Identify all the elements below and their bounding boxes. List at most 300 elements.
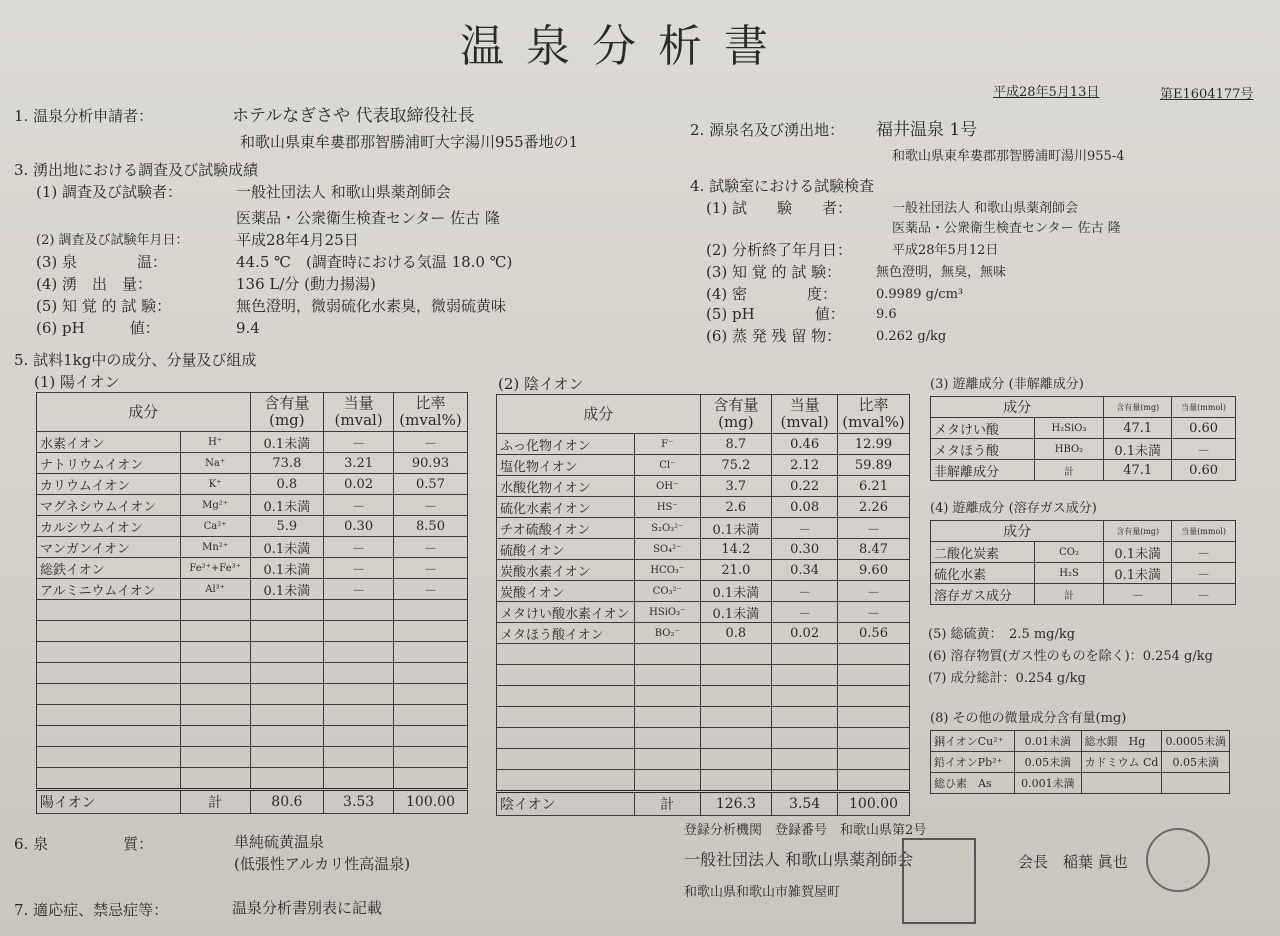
indications-value: 温泉分析書別表に記載 [232,899,383,917]
cell-mval: 0.34 [772,560,838,581]
blank-cell [634,644,700,665]
spring-type-label: 6. 泉 質： [14,835,154,853]
blank-cell [772,644,838,665]
cell-mg: 0.1未満 [250,558,324,579]
total-pct: 100.00 [838,792,910,816]
table-row [497,539,910,560]
cell-mg: 0.8 [700,623,772,644]
lab-test-value: 平成28年5月12日 [892,243,999,258]
field-survey-label: 3. 湧出地における調査及び試験成績 [14,161,259,179]
cell-pct: 0.56 [838,623,910,644]
president-seal [1146,828,1210,892]
blank-cell [838,665,910,686]
free-gas-label: (4) 遊離成分 (溶存ガス成分) [930,501,1097,516]
lab-test-value: 無色澄明，無臭，無味 [876,265,1007,280]
col-ratio [838,395,910,434]
cell-pct: － [394,579,468,600]
blank-row [37,684,468,705]
blank-cell [394,747,468,768]
blank-cell [394,768,468,790]
cell-mmol: 0.60 [1172,460,1236,481]
spring-type-value: 単純硫黄温泉 [234,833,325,851]
blank-row [497,686,910,707]
issue-date: 平成28年5月13日 [993,85,1100,100]
lab-test-value: 0.262 g/kg [876,329,947,344]
cell-pct: 8.50 [394,516,468,537]
table-row [931,584,1236,605]
col-eq-unit: (mval) [334,411,383,429]
cation-table [36,392,468,814]
blank-cell [700,665,772,686]
total-mg: 126.3 [700,792,772,816]
field-survey-value: 9.4 [236,319,260,337]
blank-cell [838,686,910,707]
cell-name: 総鉄イオン [37,558,181,579]
blank-cell [772,686,838,707]
cell-sym: SO₄²⁻ [634,539,700,560]
blank-row [37,642,468,663]
cell-mmol: － [1172,584,1236,605]
blank-cell [497,644,635,665]
total-mval: 3.53 [324,790,394,814]
cell-mg: 0.1未満 [1104,542,1172,563]
table-row [497,497,910,518]
cell-name: 溶存ガス成分 [931,584,1035,605]
free-nondissociated-label: (3) 遊離成分 (非解離成分) [930,377,1084,392]
cell-mval: 0.46 [772,434,838,455]
cell-sym: Mn²⁺ [180,537,250,558]
blank-cell [394,726,468,747]
blank-cell [394,621,468,642]
blank-row [497,644,910,665]
organization-name: 一般社団法人 和歌山県薬剤師会 [684,850,914,869]
cell-pct: － [838,602,910,623]
blank-cell [772,665,838,686]
blank-row [497,749,910,770]
cell-pct: － [838,518,910,539]
blank-cell [250,747,324,768]
blank-cell [700,644,772,665]
table-row [497,602,910,623]
cell-name: 二酸化炭素 [931,542,1035,563]
cell-name: カルシウムイオン [37,516,181,537]
cell-mg: 14.2 [700,539,772,560]
cell-sym: K⁺ [180,474,250,495]
blank-cell [37,621,181,642]
lab-test-value: 一般社団法人 和歌山県薬剤師会 [892,201,1079,216]
cell-mval: － [324,537,394,558]
blank-cell [772,749,838,770]
blank-cell [324,768,394,790]
cell-pct: － [394,558,468,579]
col-content-unit: (mg) [269,411,305,429]
col-content: 含有量(mg) [1104,521,1172,542]
organization-address: 和歌山県和歌山市雑賀屋町 [684,885,841,900]
blank-cell [838,728,910,749]
cell-mmol: 0.60 [1172,418,1236,439]
cell-pct: 0.57 [394,474,468,495]
cell-sym: Na⁺ [180,453,250,474]
table-row [931,752,1230,773]
cell-mval: － [324,432,394,453]
blank-cell [37,747,181,768]
table-row [931,460,1236,481]
cell-sym: S₂O₃²⁻ [634,518,700,539]
blank-cell [634,665,700,686]
field-survey-value: 医薬品・公衆衛生検査センター 佐古 隆 [236,209,500,227]
col-eq-label: 当量 [343,394,374,412]
field-survey-value: 平成28年4月25日 [236,231,359,249]
field-survey-key: (1) 調査及び試験者： [36,183,183,201]
cell-bv: 0.0005未満 [1162,731,1230,752]
blank-cell [324,684,394,705]
cell-sym: HSiO₃⁻ [634,602,700,623]
blank-cell [250,600,324,621]
table-row [37,537,468,558]
cell-sym: H₂S [1034,563,1104,584]
col-ratio-label: 比率 [858,396,889,414]
lab-test-value: 医薬品・公衆衛生検査センター 佐古 隆 [892,221,1121,236]
blank-cell [180,726,250,747]
field-survey-key: (3) 泉 温： [36,253,168,271]
blank-cell [37,600,181,621]
blank-cell [838,707,910,728]
lab-test-key: (1) 試 験 者： [706,199,853,217]
col-content [250,393,324,432]
blank-cell [180,600,250,621]
cell-name: 水酸化物イオン [497,476,635,497]
cell-pct: 9.60 [838,560,910,581]
col-content-unit: (mg) [718,413,754,431]
blank-row [497,770,910,792]
cell-pct: 90.93 [394,453,468,474]
blank-cell [394,642,468,663]
cell-sym: Mg²⁺ [180,495,250,516]
cell-pct: － [838,581,910,602]
blank-cell [772,770,838,792]
cell-mval: 0.08 [772,497,838,518]
blank-row [37,621,468,642]
applicant-label: 1. 温泉分析申請者： [14,107,154,125]
total-name: 陽イオン [37,790,181,814]
cell-mval: 3.21 [324,453,394,474]
blank-cell [497,728,635,749]
blank-cell [324,621,394,642]
blank-cell [250,642,324,663]
blank-cell [838,770,910,792]
cell-mmol: － [1172,563,1236,584]
col-eq-label: 当量 [789,396,820,414]
cell-name: 炭酸イオン [497,581,635,602]
table-row [497,455,910,476]
lab-test-key: (4) 密 度： [706,285,838,303]
table-row [497,518,910,539]
total-sym: 計 [180,790,250,814]
cell-mg: 0.1未満 [250,579,324,600]
blank-cell [497,686,635,707]
cell-name: アルミニウムイオン [37,579,181,600]
blank-cell [180,663,250,684]
blank-cell [37,705,181,726]
blank-cell [250,726,324,747]
cell-mg: 0.1未満 [250,495,324,516]
col-content [700,395,772,434]
cell-mval: － [772,602,838,623]
cell-sym: Cl⁻ [634,455,700,476]
lab-test-key: (5) pH 値： [706,305,845,323]
col-ratio-unit: (mval%) [842,413,905,431]
cell-mval: － [772,518,838,539]
blank-cell [37,726,181,747]
spring-type-sub: (低張性アルカリ性高温泉) [234,855,411,873]
cell-sym: Ca²⁺ [180,516,250,537]
col-content-label: 含有量 [713,396,759,414]
field-survey-value: 一般社団法人 和歌山県薬剤師会 [236,183,451,201]
table-row [497,434,910,455]
president-name: 会長 稲葉 眞也 [1018,853,1128,871]
table-row [931,773,1230,794]
blank-cell [250,663,324,684]
cell-mmol: － [1172,439,1236,460]
blank-row [497,728,910,749]
blank-cell [324,663,394,684]
blank-cell [324,726,394,747]
cell-a: 総ひ素 As [931,773,1015,794]
cell-mg: 73.8 [250,453,324,474]
cell-mval: － [324,495,394,516]
blank-row [497,707,910,728]
cell-sym: Fe²⁺+Fe³⁺ [180,558,250,579]
cell-mg: 0.1未満 [700,518,772,539]
cell-mg: 0.8 [250,474,324,495]
col-component: 成分 [497,395,701,434]
cell-name: 硫化水素イオン [497,497,635,518]
table-row [37,516,468,537]
blank-cell [250,705,324,726]
cell-mval: － [772,581,838,602]
table-row [931,418,1236,439]
cell-mg: 75.2 [700,455,772,476]
cell-av: 0.01未満 [1015,731,1082,752]
free-nondissociated-table [930,396,1236,481]
field-survey-value: 無色澄明，微弱硫化水素臭，微弱硫黄味 [236,297,507,315]
table-row [37,453,468,474]
cell-sym: 計 [1034,460,1104,481]
cell-pct: － [394,495,468,516]
blank-cell [324,642,394,663]
anion-table [496,394,910,816]
cell-mg: － [1104,584,1172,605]
document-title: 温泉分析書 [460,21,790,72]
cell-sym: HS⁻ [634,497,700,518]
blank-cell [700,707,772,728]
cell-a: 鉛イオンPb²⁺ [931,752,1015,773]
total-mg: 80.6 [250,790,324,814]
cell-mg: 8.7 [700,434,772,455]
cell-mval: 0.30 [772,539,838,560]
cell-mg: 5.9 [250,516,324,537]
blank-cell [394,705,468,726]
cell-sym: H₂SiO₃ [1034,418,1104,439]
cell-pct: － [394,432,468,453]
blank-row [497,665,910,686]
lab-test-label: 4. 試験室における試験検査 [690,177,875,195]
blank-cell [772,707,838,728]
blank-cell [700,770,772,792]
cell-pct: 6.21 [838,476,910,497]
cell-sym: CO₃²⁻ [634,581,700,602]
cell-b: カドミウム Cd [1081,752,1162,773]
field-survey-key: (4) 湧 出 量： [36,275,153,293]
cell-mg: 0.1未満 [250,537,324,558]
cell-mg: 0.1未満 [1104,563,1172,584]
cell-bv: 0.05未満 [1162,752,1230,773]
blank-cell [497,665,635,686]
cell-pct: 2.26 [838,497,910,518]
cell-mval: － [324,558,394,579]
blank-row [37,726,468,747]
col-ratio-unit: (mval%) [399,411,462,429]
cell-mg: 0.1未満 [250,432,324,453]
cell-mmol: － [1172,542,1236,563]
blank-cell [180,768,250,790]
blank-cell [180,684,250,705]
cell-name: メタほう酸 [931,439,1035,460]
cell-av: 0.001未満 [1015,773,1082,794]
table-row [37,558,468,579]
cell-pct: 12.99 [838,434,910,455]
blank-cell [37,684,181,705]
col-mmol: 当量(mmol) [1172,521,1236,542]
cell-bv [1162,773,1230,794]
blank-cell [37,663,181,684]
lab-test-value: 9.6 [876,307,897,322]
table-row [37,474,468,495]
cell-pct: 8.47 [838,539,910,560]
cell-mg: 47.1 [1104,418,1172,439]
blank-cell [634,707,700,728]
blank-cell [634,686,700,707]
col-eq-unit: (mval) [780,413,829,431]
cell-sym: H⁺ [180,432,250,453]
cell-mg: 0.1未満 [700,602,772,623]
cell-name: マグネシウムイオン [37,495,181,516]
total-components: (7) 成分総計：0.254 g/kg [928,671,1086,686]
cell-name: ふっ化物イオン [497,434,635,455]
blank-cell [250,684,324,705]
cell-name: 硫酸イオン [497,539,635,560]
blank-cell [838,644,910,665]
blank-cell [180,747,250,768]
blank-cell [497,770,635,792]
cell-name: メタほう酸イオン [497,623,635,644]
trace-table [930,730,1230,794]
field-survey-key: (6) pH 値： [36,319,160,337]
table-row [37,495,468,516]
cation-label: (1) 陽イオン [34,373,120,391]
blank-cell [497,749,635,770]
blank-cell [700,749,772,770]
indications-label: 7. 適応症、禁忌症等： [14,901,169,919]
blank-cell [394,600,468,621]
blank-cell [394,684,468,705]
cell-mg: 21.0 [700,560,772,581]
table-row [37,432,468,453]
blank-cell [324,705,394,726]
cell-mg: 47.1 [1104,460,1172,481]
table-row [931,731,1230,752]
blank-row [37,768,468,790]
cell-mg: 2.6 [700,497,772,518]
col-ratio [394,393,468,432]
blank-cell [37,768,181,790]
blank-cell [700,686,772,707]
col-content: 含有量(mg) [1104,397,1172,418]
applicant-address: 和歌山県東牟婁郡那智勝浦町大字湯川955番地の1 [240,133,579,151]
cell-mg: 0.1未満 [700,581,772,602]
col-component: 成分 [931,521,1104,542]
cation-total-row [37,790,468,814]
col-mmol: 当量(mmol) [1172,397,1236,418]
lab-test-key: (2) 分析終了年月日： [706,241,853,259]
cell-mg: 0.1未満 [1104,439,1172,460]
cell-name: マンガンイオン [37,537,181,558]
cell-sym: HCO₃⁻ [634,560,700,581]
cell-mval: 0.02 [324,474,394,495]
total-sulfur: (5) 総硫黄： 2.5 mg/kg [928,627,1076,642]
registration-info: 登録分析機関 登録番号 和歌山県第2号 [684,823,927,838]
blank-cell [634,728,700,749]
cell-mg: 3.7 [700,476,772,497]
trace-label: (8) その他の微量成分含有量(mg) [930,711,1127,726]
blank-cell [634,749,700,770]
col-eq [324,393,394,432]
table-row [497,581,910,602]
anion-total-row [497,792,910,816]
blank-row [37,705,468,726]
dissolved-matter: (6) 溶存物質(ガス性のものを除く)：0.254 g/kg [928,649,1213,664]
total-name: 陰イオン [497,792,635,816]
table-row [931,439,1236,460]
blank-cell [180,705,250,726]
table-row [931,542,1236,563]
total-mval: 3.54 [772,792,838,816]
cell-pct: － [394,537,468,558]
cell-pct: 59.89 [838,455,910,476]
blank-cell [838,749,910,770]
lab-test-key: (3) 知 覚 的 試 験： [706,263,842,281]
cell-name: 炭酸水素イオン [497,560,635,581]
cell-sym: OH⁻ [634,476,700,497]
cell-name: 非解離成分 [931,460,1035,481]
cell-name: ナトリウムイオン [37,453,181,474]
source-name: 福井温泉 1号 [876,120,978,140]
blank-cell [772,728,838,749]
table-row [931,563,1236,584]
field-survey-value: 44.5 ℃ (調査時における気温 18.0 ℃) [236,253,513,271]
col-content-label: 含有量 [264,394,310,412]
blank-cell [394,663,468,684]
cell-name: 塩化物イオン [497,455,635,476]
cell-sym: CO₂ [1034,542,1104,563]
blank-cell [324,600,394,621]
blank-cell [250,621,324,642]
cell-a: 銅イオンCu²⁺ [931,731,1015,752]
cell-mval: － [324,579,394,600]
table-row [497,560,910,581]
lab-test-value: 0.9989 g/cm³ [876,287,964,302]
blank-row [37,663,468,684]
